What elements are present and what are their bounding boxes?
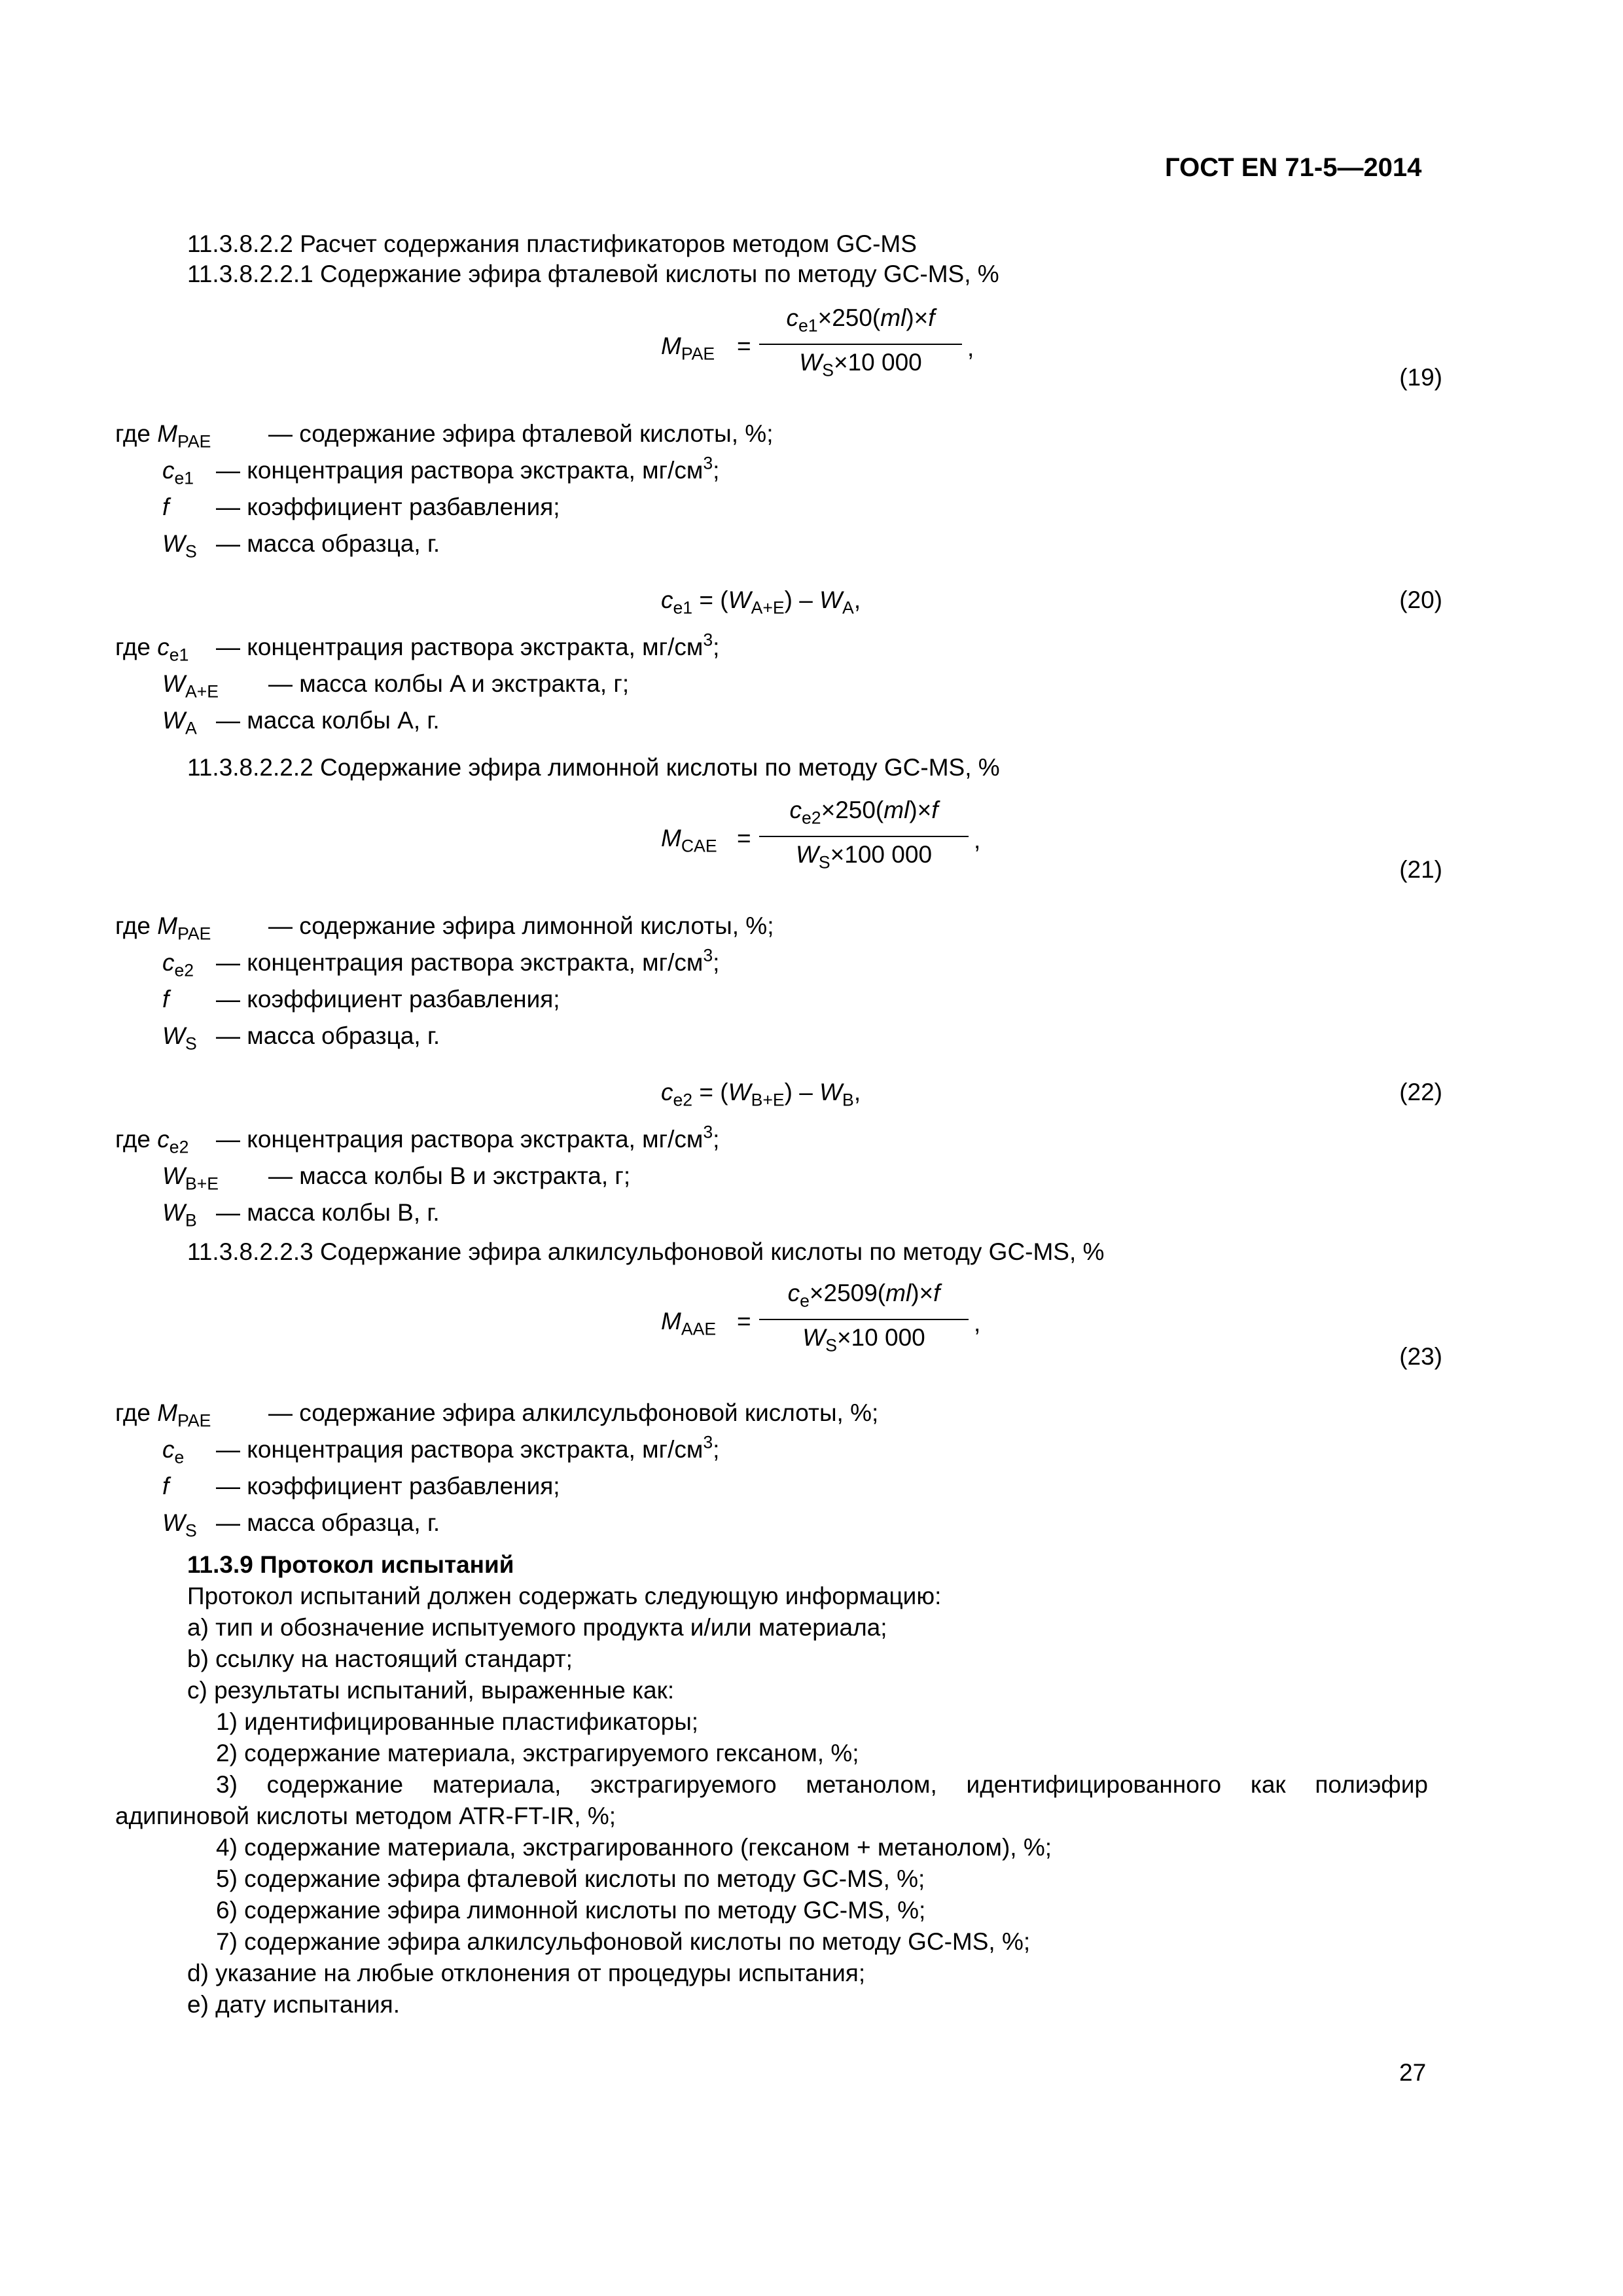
fraction-21: $c_{e2}\times 250(ml)\times f$ $W_S\times 100$ 000 bbox=[759, 797, 969, 875]
list-item-d: d) указание на любые отклонения от процедуры испытания; bbox=[187, 1960, 866, 1986]
fraction-19: $c_{e1}\times 250(ml)\times f$ $W_S\times 10$ 000 bbox=[759, 304, 962, 383]
equation-number-21: (21) bbox=[1399, 856, 1442, 883]
equation-number-23: (23) bbox=[1399, 1343, 1442, 1370]
equation-number-19: (19) bbox=[1399, 364, 1442, 391]
list-item-c: c) результаты испытаний, выраженные как: bbox=[187, 1677, 675, 1704]
section-title-11-3-8-2-2: 11.3.8.2.2 Расчет содержания пластификаторов методом GC-MS bbox=[187, 230, 917, 257]
fraction-23: $c_e\times 2509(ml)\times f$ $W_S\times 10$ 000 bbox=[759, 1280, 969, 1358]
list-item-c3-continuation: адипиновой кислоты методом ATR-FT-IR, %; bbox=[115, 1803, 616, 1829]
list-item-c6: 6) содержание эфира лимонной кислоты по методу GC-MS, %; bbox=[216, 1897, 926, 1924]
list-item-c7: 7) содержание эфира алкилсульфоновой кислоты по методу GC-MS, %; bbox=[216, 1928, 1031, 1955]
equation-number-20: (20) bbox=[1399, 586, 1442, 613]
section-heading-11-3-9: 11.3.9 Протокол испытаний bbox=[187, 1551, 514, 1578]
list-item-c1: 1) идентифицированные пластификаторы; bbox=[216, 1708, 699, 1735]
subsection-title-11-3-8-2-2-1: 11.3.8.2.2.1 Содержание эфира фталевой кислоты по методу GC-MS, % bbox=[187, 260, 999, 287]
page-number: 27 bbox=[1399, 2059, 1427, 2086]
subsection-title-11-3-8-2-2-3: 11.3.8.2.2.3 Содержание эфира алкилсульфоновой кислоты по методу GC-MS, % bbox=[187, 1238, 1105, 1265]
list-item-c2: 2) содержание материала, экстрагируемого гексаном, %; bbox=[216, 1740, 859, 1767]
list-item-c4: 4) содержание материала, экстрагированного (гексаном + метанолом), %; bbox=[216, 1834, 1052, 1861]
list-item-c3: 3) содержание материала, экстрагируемого метанолом, идентифицированного как полиэфир bbox=[216, 1771, 1428, 1798]
document-header: ГОСТ EN 71-5—2014 bbox=[1165, 153, 1422, 182]
list-item-c5: 5) содержание эфира фталевой кислоты по методу GC-MS, %; bbox=[216, 1865, 925, 1892]
list-item-a: а) тип и обозначение испытуемого продукта и/или материала; bbox=[187, 1614, 887, 1641]
equation-number-22: (22) bbox=[1399, 1079, 1442, 1105]
list-item-b: b) ссылку на настоящий стандарт; bbox=[187, 1645, 573, 1672]
list-item-e: e) дату испытания. bbox=[187, 1991, 400, 2018]
subsection-title-11-3-8-2-2-2: 11.3.8.2.2.2 Содержание эфира лимонной кислоты по методу GC-MS, % bbox=[187, 754, 1000, 781]
